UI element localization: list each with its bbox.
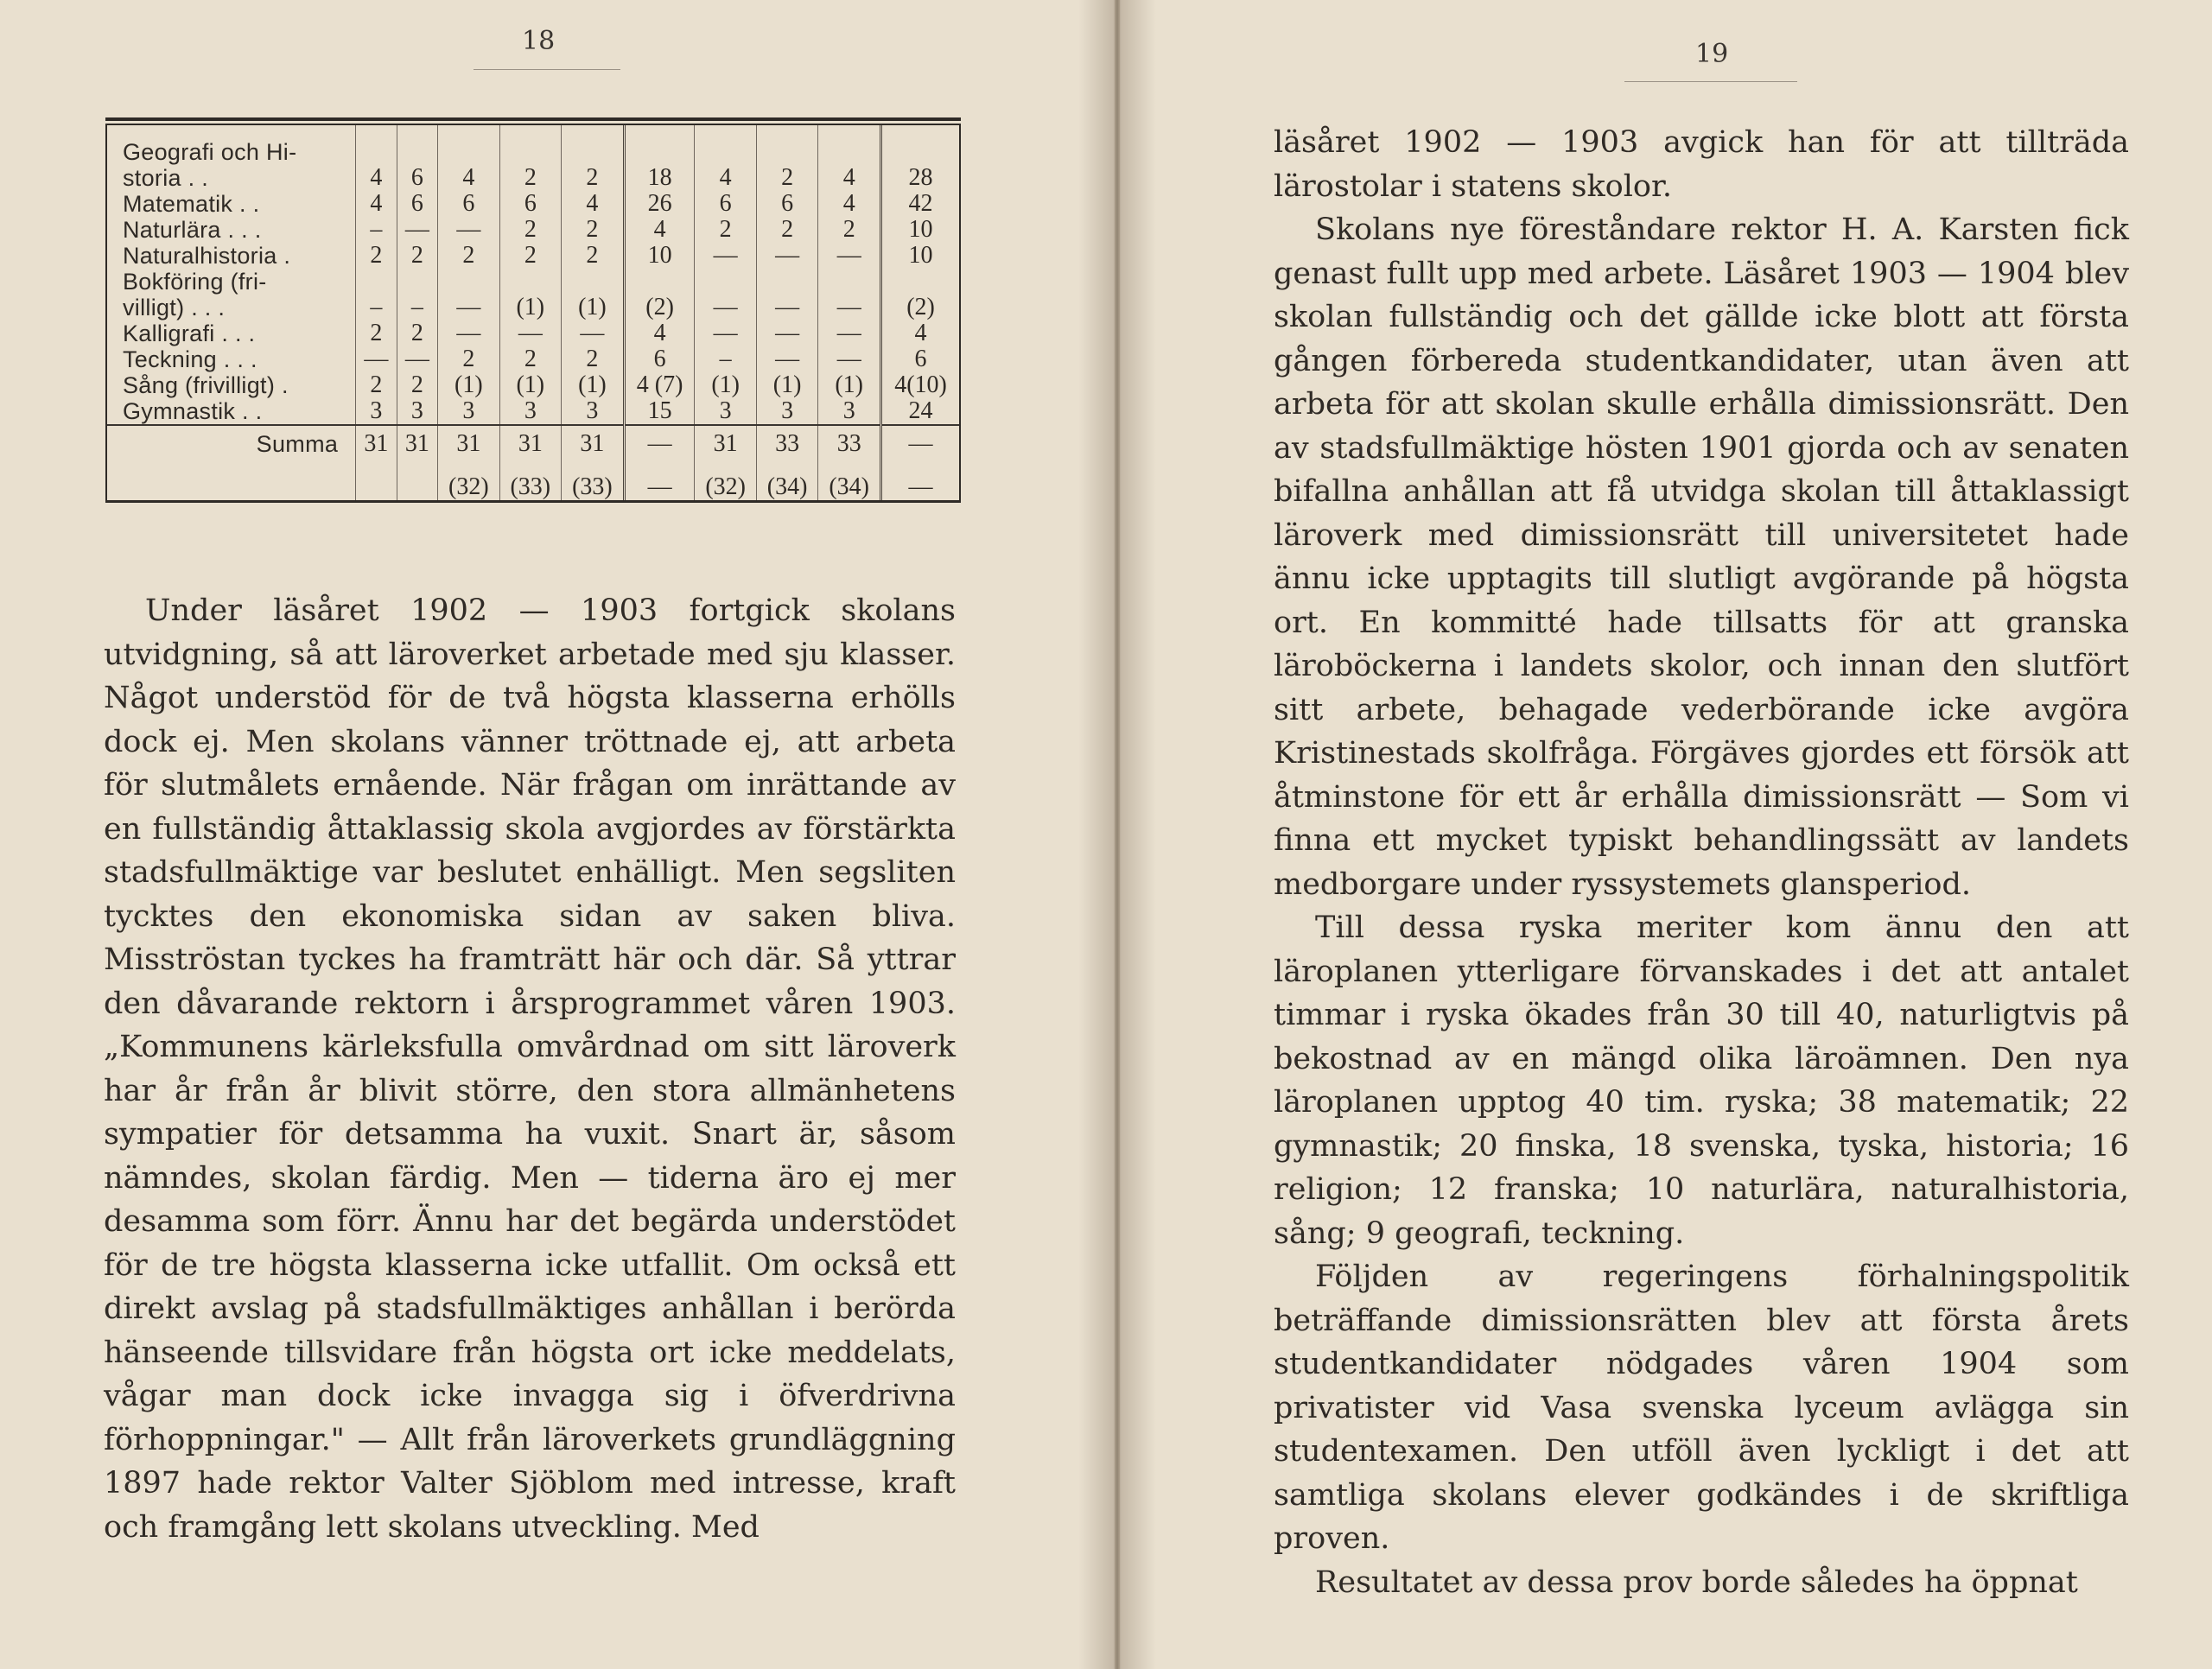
table-row xyxy=(106,125,960,165)
table-bottom-rule xyxy=(105,500,961,503)
value-cell: (1) xyxy=(562,295,625,320)
subject-cell: Geografi och Hi- xyxy=(106,125,356,165)
value-cell: — xyxy=(438,217,499,243)
value-cell: 2 xyxy=(438,346,499,372)
value-cell: 3 xyxy=(356,398,397,425)
value-cell: — xyxy=(356,346,397,372)
value-cell: (1) xyxy=(818,372,881,398)
value-cell: 3 xyxy=(438,398,499,425)
value-cell xyxy=(695,125,756,165)
value-cell: 2 xyxy=(562,217,625,243)
value-cell: — xyxy=(695,320,756,346)
value-cell: 2 xyxy=(397,320,437,346)
value-cell: 6 xyxy=(438,191,499,217)
value-cell xyxy=(818,125,881,165)
subject-cell: Naturlära . . . xyxy=(106,217,356,243)
value-cell: 4 xyxy=(356,165,397,191)
value-cell xyxy=(397,457,437,500)
value-cell: 42 xyxy=(881,191,960,217)
value-cell: 6 xyxy=(756,191,817,217)
value-cell xyxy=(356,269,397,295)
value-cell: 31 xyxy=(438,425,499,457)
value-cell: (32) xyxy=(695,457,756,500)
subject-cell: Kalligrafi . . . xyxy=(106,320,356,346)
value-cell: (33) xyxy=(562,457,625,500)
value-cell xyxy=(438,269,499,295)
subject-cell xyxy=(106,457,356,500)
value-cell: — xyxy=(438,295,499,320)
value-cell xyxy=(695,269,756,295)
value-cell: 18 xyxy=(624,165,695,191)
value-cell: 2 xyxy=(695,217,756,243)
value-cell: — xyxy=(397,217,437,243)
hours-table xyxy=(105,125,961,500)
paragraph: Under läsåret 1902 — 1903 fortgick skolans utvidgning, så att läroverket arbetade med sju klasser. Något understöd för de två högsta klasserna erhölls dock ej. Men skolans vänner tröttnade ej, att arbeta för slutmålets ernående. När frågan om inrättande av en fullständig åttaklassig skola avgjordes av förstärkta stadsfullmäktige var beslutet enhälligt. Men segsliten tycktes den ekonomiska sidan av saken bliva. Misströstan tyckes ha framträtt här och där. Så yttrar den dåvarande rektorn i årsprogrammet våren 1903. „Kommunens kärleksfulla omvårdnad om sitt läroverk har år från år blivit större, den stora allmänhetens sympatier för detsamma ha vuxit. Snart är, såsom nämndes, skolan färdig. Men — tiderna äro ej mer desamma som förr. Ännu har det begärda understödet för de tre högsta klasserna icke utfallit. Om också ett direkt avslag på stadsfullmäktiges anhållan i berörda hänseende tillsvidare från högsta ort icke meddelats, vågar man dock icke invagga sig i öfverdrivna förhoppningar." — Allt från läroverkets grundläggning 1897 hade rektor Valter Sjöblom med intresse, kraft och framgång lett skolans utveckling. Med xyxy=(104,593,956,1545)
subject-cell: Gymnastik . . xyxy=(106,398,356,425)
value-cell xyxy=(499,269,561,295)
value-cell: (2) xyxy=(624,295,695,320)
page-number-right: 19 xyxy=(1695,39,1729,69)
value-cell xyxy=(756,125,817,165)
value-cell: (1) xyxy=(499,372,561,398)
value-cell: 4 xyxy=(818,165,881,191)
value-cell xyxy=(818,269,881,295)
value-cell: 3 xyxy=(695,398,756,425)
value-cell: – xyxy=(695,346,756,372)
value-cell: 31 xyxy=(356,425,397,457)
value-cell: — xyxy=(756,320,817,346)
left-body-text xyxy=(104,589,956,1549)
value-cell: (1) xyxy=(695,372,756,398)
value-cell: 33 xyxy=(818,425,881,457)
value-cell: – xyxy=(356,217,397,243)
value-cell: 2 xyxy=(356,372,397,398)
value-cell: 4 xyxy=(881,320,960,346)
value-cell: 4 xyxy=(562,191,625,217)
book-gutter xyxy=(1078,0,1156,1669)
value-cell xyxy=(562,125,625,165)
value-cell: 4 xyxy=(356,191,397,217)
value-cell: — xyxy=(881,425,960,457)
paragraph: Till dessa ryska meriter kom ännu den att läroplanen ytterligare förvanskades i det att antalet timmar i ryska ökades från 30 till 40, naturligtvis på bekostnad av en mängd olika läroämnen. Den nya läroplanen upptog 40 tim. ryska; 38 matematik; 22 gymnastik; 20 finska, 18 svenska, tyska, historia; 16 religion; 12 franska; 10 naturlära, naturalhistoria, sång; 9 geografi, teckning. xyxy=(1274,911,2129,1251)
value-cell: 2 xyxy=(499,243,561,269)
page-number-left: 18 xyxy=(522,26,556,56)
value-cell: 3 xyxy=(562,398,625,425)
value-cell: 2 xyxy=(438,243,499,269)
value-cell: 4 xyxy=(624,217,695,243)
value-cell: 2 xyxy=(356,243,397,269)
table-top-rule xyxy=(105,117,961,121)
value-cell: 10 xyxy=(881,243,960,269)
value-cell: (2) xyxy=(881,295,960,320)
value-cell xyxy=(356,457,397,500)
table-row xyxy=(106,372,960,398)
value-cell: 2 xyxy=(397,243,437,269)
value-cell: 4 xyxy=(695,165,756,191)
paragraph: Skolans nye föreståndare rektor H. A. Karsten fick genast fullt upp med arbete. Läsåret 1903 — 1904 blev skolan fullständig och det gällde icke blott att första gången förbereda studentkandidater, utan även att arbeta för att skolan skulle erhålla dimissionsrätt. Den av stadsfullmäktige hösten 1901 gjorda och av senaten bifallna anhållan att få utvidga skolan till åttaklassigt läroverk med dimissionsrätt till universitetet hade ännu icke upptagits till slutligt avgörande på högsta ort. En kommitté hade tillsatts för att granska läroböckerna i landets skolor, och innan den slutfört sitt arbete, behagade vederbörande icke avgöra Kristinestads skolfråga. Förgäves gjordes ett försök att åtminstone för ett år erhålla dimissionsrätt — Som vi finna ett mycket typiskt behandlingssätt av landets medborgare under ryssystemets glansperiod. xyxy=(1274,213,2129,902)
value-cell: 28 xyxy=(881,165,960,191)
value-cell: 4(10) xyxy=(881,372,960,398)
value-cell: 2 xyxy=(356,320,397,346)
table-row xyxy=(106,346,960,372)
value-cell: 4 xyxy=(818,191,881,217)
value-cell: — xyxy=(695,295,756,320)
subject-cell: Matematik . . xyxy=(106,191,356,217)
value-cell: — xyxy=(624,457,695,500)
value-cell: 10 xyxy=(881,217,960,243)
value-cell: 2 xyxy=(562,346,625,372)
value-cell: 6 xyxy=(397,165,437,191)
table-row xyxy=(106,295,960,320)
value-cell: (1) xyxy=(562,372,625,398)
table-row xyxy=(106,457,960,500)
value-cell: 3 xyxy=(756,398,817,425)
value-cell: 26 xyxy=(624,191,695,217)
subject-cell: Teckning . . . xyxy=(106,346,356,372)
table-row xyxy=(106,425,960,457)
value-cell: (34) xyxy=(818,457,881,500)
value-cell: 6 xyxy=(397,191,437,217)
value-cell xyxy=(624,125,695,165)
value-cell: 2 xyxy=(562,165,625,191)
value-cell: 4 (7) xyxy=(624,372,695,398)
value-cell: 2 xyxy=(818,217,881,243)
value-cell xyxy=(756,269,817,295)
right-body-text xyxy=(1274,121,2129,1604)
value-cell: 31 xyxy=(562,425,625,457)
page-number-rule xyxy=(1624,81,1797,82)
value-cell: 2 xyxy=(397,372,437,398)
table-row xyxy=(106,165,960,191)
value-cell: — xyxy=(624,425,695,457)
value-cell: 2 xyxy=(756,217,817,243)
value-cell: 10 xyxy=(624,243,695,269)
value-cell: — xyxy=(818,320,881,346)
subject-cell: Sång (frivilligt) . xyxy=(106,372,356,398)
value-cell xyxy=(881,269,960,295)
value-cell: 2 xyxy=(499,217,561,243)
value-cell: 31 xyxy=(397,425,437,457)
value-cell: 4 xyxy=(438,165,499,191)
page-number-rule xyxy=(474,69,620,70)
paragraph: Följden av regeringens förhalningspolitik beträffande dimissionsrätten blev att första årets studentkandidater nödgades våren 1904 som privatister vid Vasa svenska lyceum avlägga sin studentexamen. Den utföll även lyckligt i det att samtliga skolans elever godkändes i de skriftliga proven. xyxy=(1274,1260,2129,1556)
value-cell: 3 xyxy=(397,398,437,425)
value-cell: 33 xyxy=(756,425,817,457)
value-cell xyxy=(397,269,437,295)
table-row xyxy=(106,398,960,425)
subject-cell: storia . . xyxy=(106,165,356,191)
subject-cell: Summa xyxy=(106,425,356,457)
value-cell: — xyxy=(438,320,499,346)
lesson-hours-table xyxy=(105,117,961,503)
right-page xyxy=(1120,0,2212,1669)
value-cell: 4 xyxy=(624,320,695,346)
value-cell: – xyxy=(397,295,437,320)
value-cell: — xyxy=(695,243,756,269)
value-cell xyxy=(624,269,695,295)
value-cell xyxy=(562,269,625,295)
subject-cell: Bokföring (fri- xyxy=(106,269,356,295)
value-cell: 3 xyxy=(818,398,881,425)
value-cell: 2 xyxy=(499,346,561,372)
paragraph: läsåret 1902 — 1903 avgick han för att tillträda lärostolar i statens skolor. xyxy=(1274,125,2129,204)
subject-cell: villigt) . . . xyxy=(106,295,356,320)
table-row xyxy=(106,191,960,217)
value-cell: (1) xyxy=(499,295,561,320)
value-cell: — xyxy=(756,243,817,269)
value-cell: — xyxy=(881,457,960,500)
value-cell: (1) xyxy=(438,372,499,398)
subject-cell: Naturalhistoria . xyxy=(106,243,356,269)
value-cell: 24 xyxy=(881,398,960,425)
table-row xyxy=(106,269,960,295)
value-cell: 15 xyxy=(624,398,695,425)
value-cell xyxy=(881,125,960,165)
value-cell: — xyxy=(818,346,881,372)
value-cell xyxy=(356,125,397,165)
value-cell: — xyxy=(818,295,881,320)
value-cell: 2 xyxy=(756,165,817,191)
value-cell: 3 xyxy=(499,398,561,425)
value-cell: 31 xyxy=(695,425,756,457)
value-cell xyxy=(438,125,499,165)
paragraph: Resultatet av dessa prov borde således ha öppnat xyxy=(1315,1564,2078,1600)
value-cell: 31 xyxy=(499,425,561,457)
value-cell: — xyxy=(397,346,437,372)
value-cell: 6 xyxy=(695,191,756,217)
value-cell: 6 xyxy=(624,346,695,372)
value-cell: — xyxy=(756,346,817,372)
value-cell: — xyxy=(499,320,561,346)
value-cell: 2 xyxy=(562,243,625,269)
table-row xyxy=(106,217,960,243)
value-cell: (33) xyxy=(499,457,561,500)
table-row xyxy=(106,320,960,346)
value-cell: 6 xyxy=(881,346,960,372)
value-cell: 2 xyxy=(499,165,561,191)
value-cell xyxy=(499,125,561,165)
value-cell: 6 xyxy=(499,191,561,217)
value-cell: (34) xyxy=(756,457,817,500)
value-cell: — xyxy=(818,243,881,269)
value-cell: (1) xyxy=(756,372,817,398)
value-cell: – xyxy=(356,295,397,320)
value-cell: — xyxy=(756,295,817,320)
value-cell: — xyxy=(562,320,625,346)
table-row xyxy=(106,243,960,269)
value-cell: (32) xyxy=(438,457,499,500)
value-cell xyxy=(397,125,437,165)
